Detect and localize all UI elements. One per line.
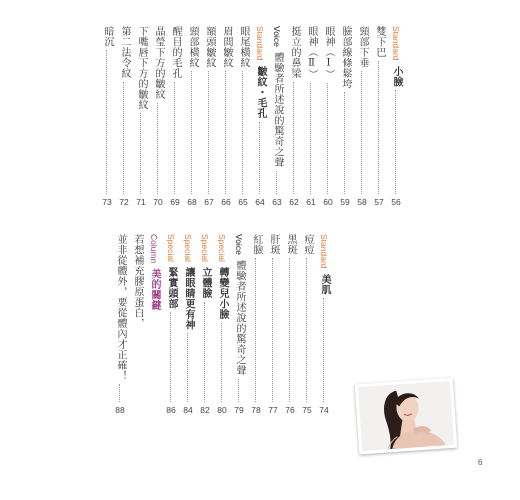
toc-entry-page: 56 [391,197,401,207]
dot-leader [187,333,188,402]
dot-leader [327,83,328,194]
toc-entry-tag: Special [183,234,193,262]
dot-leader [310,83,311,194]
toc-entry [185,26,199,207]
toc-entry-page: 80 [217,405,227,415]
toc-entry [283,234,297,415]
toc-entry-page: 61 [306,197,316,207]
toc-entry [232,234,246,415]
dot-leader [221,323,222,402]
toc-entry-title: 眉間皺紋 [221,26,232,68]
toc-entry-label [219,26,233,68]
toc-entry-label [185,26,199,68]
toc-entry [202,26,216,207]
dot-leader [208,71,209,194]
toc-entry [266,234,280,415]
dot-leader [119,384,120,402]
toc-entry-title: 雙下巴 [374,26,385,58]
toc-entry-page: 62 [289,197,299,207]
toc-entry-title: 小臉 [391,66,402,87]
toc-entry-label [113,234,127,381]
toc-entry-label [164,234,178,309]
toc-entry-label [215,234,229,320]
toc-entry [253,26,267,207]
toc-entry [300,234,314,415]
dot-leader [204,302,205,402]
toc-entry-page: 64 [255,197,265,207]
dot-leader [191,71,192,194]
toc-entry-page: 66 [221,197,231,207]
dot-leader [306,258,307,402]
dot-leader [225,71,226,194]
toc-entry-page: 82 [200,405,210,415]
toc-entry [151,26,165,207]
toc-entry-title: 臉部線條鬆垮 [340,26,351,89]
dot-leader [323,298,324,402]
toc-entry-label [321,26,335,80]
toc-entry-page: 75 [302,405,312,415]
toc-entry-label [372,26,386,58]
toc-entry-title: 體驗者所述說的驚奇之聲 [234,260,245,376]
toc-entry-label [130,234,144,329]
toc-entry [100,26,114,207]
toc-entry-page: 57 [374,197,384,207]
toc-entry [304,26,318,207]
dot-leader [106,50,107,194]
toc-entry-title: 紅臉 [251,234,262,255]
toc-entry [198,234,212,415]
toc-entry-label [283,234,297,255]
toc-entry-tag: Column [149,234,159,264]
toc-entry [270,26,284,207]
toc-entry-page: 69 [170,197,180,207]
toc-entry-page: 74 [319,405,329,415]
toc-entry-page: 58 [357,197,367,207]
dot-leader [344,92,345,194]
toc-entry-label [355,26,369,68]
toc-entry-page: 67 [204,197,214,207]
toc-entry-page: 60 [323,197,333,207]
toc-entry-page: 79 [234,405,244,415]
toc-entry-label [300,234,314,255]
dot-leader [395,90,396,194]
toc-entry-label [338,26,352,89]
toc-entry-title: 緊實頭部 [166,267,177,310]
toc-entry [113,234,127,415]
dot-leader [174,82,175,194]
toc-entry-label [181,234,195,330]
toc-entry [134,26,148,207]
toc-entry-tag: Voice [234,234,244,255]
toc-entry-page: 76 [285,405,295,415]
toc-entry [147,234,161,415]
toc-entry [236,26,250,207]
toc-entry-tag: Standard [319,234,329,269]
dot-leader [361,71,362,194]
toc-entry-page: 71 [136,197,146,207]
toc-entry-label [100,26,114,47]
dot-leader [289,258,290,402]
toc-entry-title: 轉變兒小臉 [217,267,228,320]
toc-entry [130,234,144,415]
toc-entry-title: 讓眼睛更有神 [183,267,194,331]
toc-entry-label [168,26,182,79]
toc-entry-page: 68 [187,197,197,207]
toc-entry-title: 額頭皺紋 [204,26,215,68]
toc-entry-page: 70 [153,197,163,207]
toc-entry-title: 眼尾橫紋 [238,26,249,68]
toc-entry-title: 頸部下垂 [357,26,368,68]
toc-entry-page: 86 [166,405,176,415]
portrait-photo [355,378,458,455]
toc-entry-title: 第二法令紋 [119,26,130,79]
toc-entry-title: 眼神（Ⅱ） [306,26,317,80]
toc-entry [168,26,182,207]
page-number: 6 [478,458,483,467]
dot-leader [238,379,239,402]
toc-entry-tag: Voice [272,26,282,47]
toc-entry-title: 黑斑 [285,234,296,255]
toc-entry-page: 63 [272,197,282,207]
toc-entry-tag: Special [166,234,176,262]
toc-entry [338,26,352,207]
dot-leader [123,82,124,194]
toc-entry-label [270,26,284,168]
toc-entry-page: 84 [183,405,193,415]
toc-entry [355,26,369,207]
toc-entry-label [117,26,131,79]
toc-entry-label [236,26,250,68]
toc-entry-page: 72 [119,197,129,207]
dot-leader [140,113,141,194]
toc-entry-title: 並非從體外，要從體內才正確！ [115,234,126,381]
toc-entry-title: 皺紋・毛孔 [255,66,266,119]
dot-leader [255,258,256,402]
toc-entry-title: 眼神（Ⅰ） [323,26,334,80]
toc-entry-label [202,26,216,68]
toc-entry-title: 醒目的毛孔 [170,26,181,79]
toc-entry-page: 59 [340,197,350,207]
dot-leader [276,171,277,194]
toc-entry-title: 體驗者所述說的驚奇之聲 [272,52,283,168]
toc-entry-title: 若想補充膠原蛋白， [132,234,143,329]
toc-entry-label [253,26,267,119]
dot-leader [378,61,379,194]
dot-leader [170,312,171,402]
toc-entry [249,234,263,415]
toc-entry-title: 立體臉 [200,267,211,299]
toc-entry-tag: Standard [391,26,401,61]
toc-entry-label [389,26,403,87]
toc-entry-tag: Special [217,234,227,262]
toc-entry-label [147,234,161,311]
toc-entry-title: 下嘴唇下方的皺紋 [136,26,147,110]
dot-leader [242,71,243,194]
toc-entry-title: 肝斑 [268,234,279,255]
toc-entry-label [134,26,148,110]
toc-entry-title: 痘痘 [302,234,313,255]
toc-entry-page: 65 [238,197,248,207]
toc-entry-page: 88 [115,405,125,415]
toc-entry-label [249,234,263,255]
toc-entry [219,26,233,207]
toc-entry-title: 頸部橫紋 [187,26,198,68]
woman-portrait-illustration [358,381,454,451]
toc-entry-label [304,26,318,80]
toc-entry-tag: Special [200,234,210,262]
dot-leader [259,122,260,194]
toc-entry [164,234,178,415]
toc-entry-label [232,234,246,376]
toc-entry-title: 美肌 [319,274,330,295]
toc-entry-label [287,26,301,79]
toc-entry-label [198,234,212,299]
toc-entry-tag: Standard [255,26,265,61]
toc-entry-title: 挺立的鼻梁 [289,26,300,79]
toc-entry [372,26,386,207]
toc-entry-page: 73 [102,197,112,207]
dot-leader [157,103,158,194]
toc-entry-label [151,26,165,100]
dot-leader [272,258,273,402]
toc-entry [317,234,331,415]
dot-leader [293,82,294,194]
toc-entry-title: 暗沉 [102,26,113,47]
toc-entry-title: 美的關鍵 [149,268,160,311]
toc-entry-label [317,234,331,295]
toc-entry [215,234,229,415]
toc-entry [287,26,301,207]
toc-entry-label [266,234,280,255]
toc-entry [321,26,335,207]
toc-entry-page: 77 [268,405,278,415]
toc-entry [117,26,131,207]
toc-entry-title: 晶瑩下方的皺紋 [153,26,164,100]
toc-entry-page: 78 [251,405,261,415]
toc-entry [389,26,403,207]
toc-entry [181,234,195,415]
